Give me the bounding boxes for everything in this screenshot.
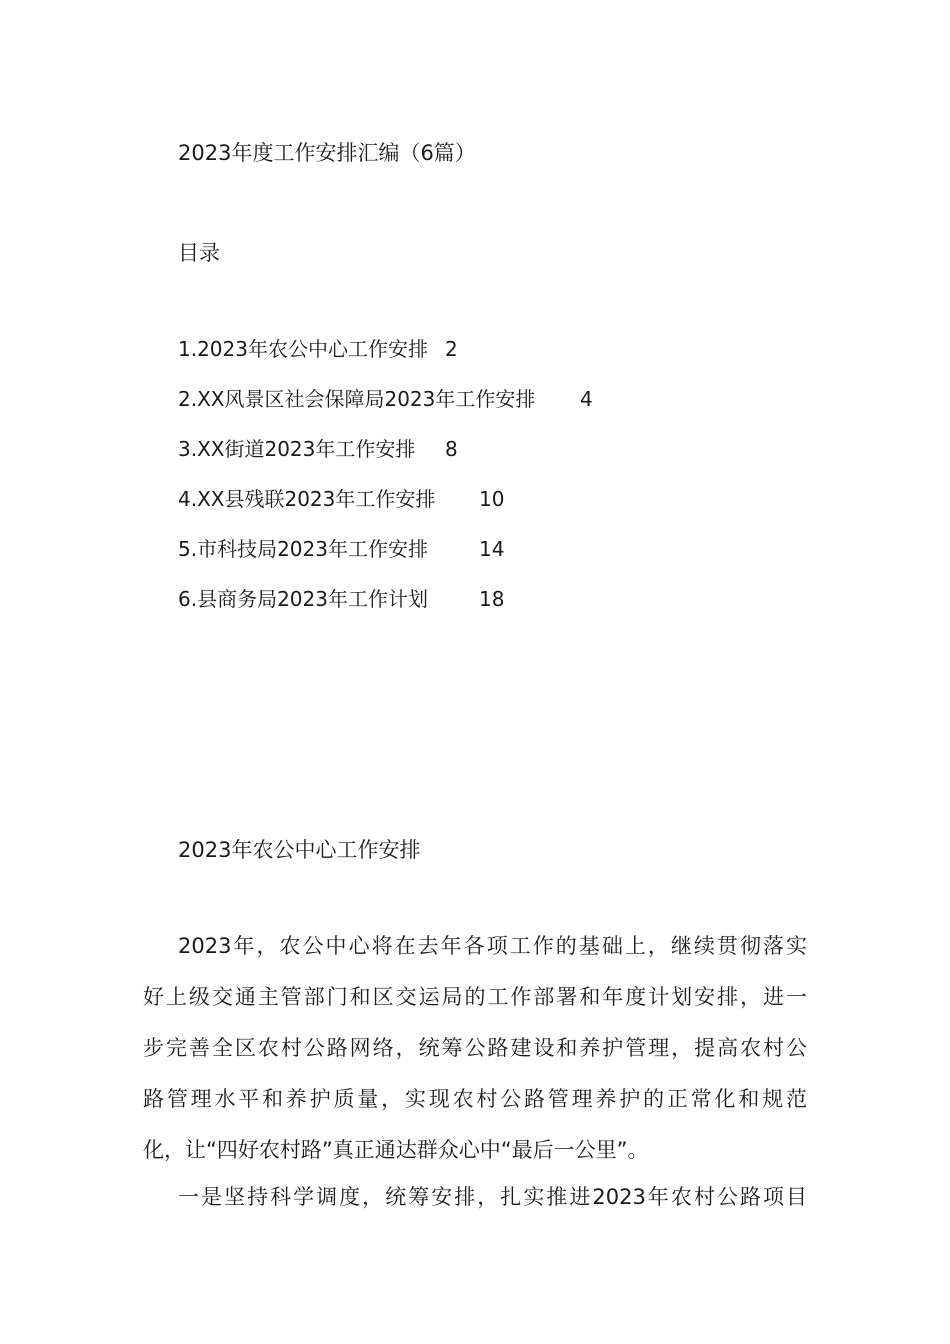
paragraph-line: 化，让“四好农村路”真正通达群众心中“最后一公里”。 xyxy=(143,1138,649,1162)
toc-heading: 目录 xyxy=(178,241,220,265)
toc-item-page: 10 xyxy=(479,487,505,511)
body-paragraph xyxy=(143,1185,807,1236)
toc-item-page: 14 xyxy=(479,537,505,561)
toc-item-page: 2 xyxy=(445,337,458,361)
paragraph-line: 好上级交通主管部门和区交运局的工作部署和年度计划安排，进一 xyxy=(143,985,807,1009)
toc-item-label: 1.2023年农公中心工作安排 xyxy=(178,337,428,361)
paragraph-line: 2023年，农公中心将在去年各项工作的基础上，继续贯彻落实 xyxy=(178,934,807,958)
document-title: 2023年度工作安排汇编（6篇） xyxy=(178,141,476,165)
paragraph-line: 路管理水平和养护质量，实现农村公路管理养护的正常化和规范 xyxy=(143,1087,807,1111)
toc-item-label: 2.XX风景区社会保障局2023年工作安排 xyxy=(178,387,536,411)
paragraph-line: 一是坚持科学调度，统筹安排，扎实推进2023年农村公路项目 xyxy=(178,1185,807,1209)
body-paragraph xyxy=(143,934,807,1189)
toc-item-page: 18 xyxy=(479,587,505,611)
toc-item-label: 4.XX县残联2023年工作安排 xyxy=(178,487,436,511)
section-title: 2023年农公中心工作安排 xyxy=(178,838,421,862)
toc-item-label: 6.县商务局2023年工作计划 xyxy=(178,587,428,611)
toc-item-page: 4 xyxy=(580,387,593,411)
paragraph-line: 步完善全区农村公路网络，统筹公路建设和养护管理，提高农村公 xyxy=(143,1036,807,1060)
toc-item-label: 3.XX街道2023年工作安排 xyxy=(178,437,416,461)
toc-item-page: 8 xyxy=(445,437,458,461)
toc-item-label: 5.市科技局2023年工作安排 xyxy=(178,537,428,561)
